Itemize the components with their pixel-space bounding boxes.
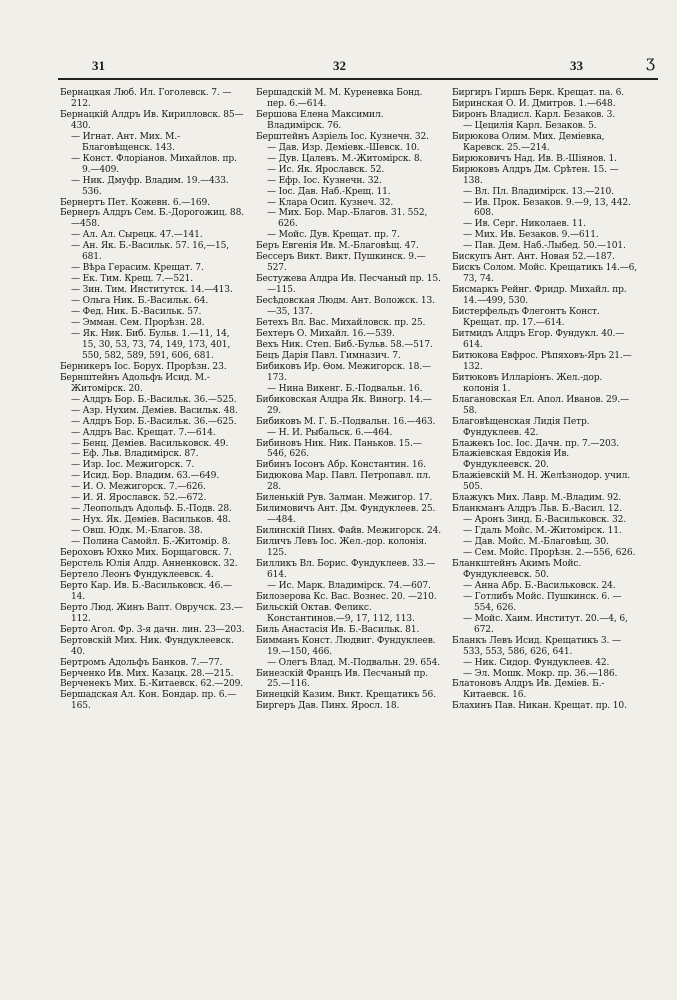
directory-entry: — Ек. Тим. Крещ. 7.—521.: [71, 274, 193, 285]
directory-entry: Бернертъ Пет. Кожевн. 6.—169.: [60, 197, 210, 208]
directory-entry: — Як. Ник. Биб. Бульв. 1.—11, 14, 15, 30, 53, 73, 74, 149, 173, 401, 550, 582, 589, 591, 606, 681.: [71, 328, 231, 361]
directory-entry: — Клара Осип. Кузнеч. 32.: [267, 197, 394, 208]
directory-entry: — Бенц. Деміев. Васильковск. 49.: [71, 438, 229, 449]
directory-entry: Биргеръ Дав. Пинх. Яросл. 18.: [256, 701, 400, 712]
directory-entry: — Азр. Нухим. Деміев. Васильк. 48.: [71, 405, 238, 416]
directory-entry: — Вл. Пл. Владимірск. 13.—210.: [463, 186, 614, 197]
directory-entry: Бетехъ Вл. Вас. Михайловск. пр. 25.: [256, 318, 426, 329]
directory-entry: — Мойс. Хаим. Институт. 20.—4, 6, 672.: [463, 613, 628, 635]
directory-entry: Берто Кар. Ив. Б.-Васильковск. 46.—14.: [60, 580, 232, 602]
directory-entry: — Пав. Дем. Наб.-Лыбед. 50.—101.: [463, 241, 626, 252]
directory-entry: Блажіевскій М. Н. Желѣзнодор. учил. 505.: [452, 471, 630, 493]
directory-entry: Биленькій Рув. Залман. Межигор. 17.: [256, 493, 433, 504]
directory-entry: — Исид. Бор. Владим. 63.—649.: [71, 471, 220, 482]
page-number-right: 33: [570, 58, 583, 73]
directory-entry: — Изр. Іос. Межигорск. 7.: [71, 460, 195, 471]
directory-entry: Битюкова Евфрос. Рѣпяховъ-Яръ 21.—132.: [452, 350, 632, 372]
directory-entry: Бибиковъ Ир. Ѳом. Межигорск. 18.—173.: [256, 361, 431, 383]
directory-entry: Бибиковъ М. Г. Б.-Подвальн. 16.—463.: [256, 416, 436, 427]
directory-entry: — Мих. Ив. Безаков. 9.—611.: [463, 230, 599, 241]
directory-entry: — Игнат. Ант. Мих. М.-Благовѣщенск. 143.: [71, 131, 180, 153]
directory-entry: Бехтеръ О. Михайл. 16.—539.: [256, 328, 395, 339]
directory-entry: Бирюкова Олим. Мих. Деміевка, Каревск. 25.—214.: [452, 131, 605, 153]
directory-entry: Биль Анастасія Ив. Б.-Васильк. 81.: [256, 624, 420, 635]
directory-entry: — Гдаль Мойс. М.-Житомірск. 11.: [463, 526, 622, 537]
directory-entry: Бесѣдовская Людм. Ант. Воложск. 13.—35, 137.: [256, 296, 435, 318]
directory-entry: Бертело Леонъ Фундуклеевск. 4.: [60, 569, 214, 580]
directory-entry: — Ник. Дмуфр. Владим. 19.—433. 536.: [71, 175, 229, 197]
directory-entry: — Ив. Прок. Безаков. 9.—9, 13, 442. 608.: [463, 197, 631, 219]
directory-entry: Блатоновъ Алдръ Ив. Деміев. Б.-Китаевск. 16.: [452, 679, 605, 701]
directory-entry: Бимманъ Конст. Людвиг. Фундуклеев. 19.—150, 466.: [256, 635, 436, 657]
directory-entry: Берникеръ Іос. Борух. Прорѣзн. 23.: [60, 361, 227, 372]
directory-entry: Билозерова Кс. Вас. Вознес. 20. —210.: [256, 591, 437, 602]
directory-entry: Блажукъ Мих. Лавр. М.-Владим. 92.: [452, 493, 622, 504]
directory-entry: Биличъ Левъ Іос. Жел.-дор. колонія. 125.: [256, 537, 427, 559]
directory-entry: Бискупъ Ант. Ант. Новая 52.—187.: [452, 252, 615, 263]
directory-entry: Вехъ Ник. Степ. Биб.-Бульв. 58.—517.: [256, 339, 433, 350]
directory-entry: Благановская Ел. Апол. Иванов. 29.—58.: [452, 394, 629, 416]
directory-entry: — Дав. Мойс. М.-Благовѣщ. 30.: [463, 537, 609, 548]
directory-entry: Бецъ Дарія Павл. Гимназич. 7.: [256, 350, 401, 361]
directory-entry: — Фед. Ник. Б.-Васильк. 57.: [71, 307, 202, 318]
directory-entry: Бидюкова Мар. Павл. Петропавл. пл. 28.: [256, 471, 431, 493]
directory-entry: Бертромъ Адольфъ Банков. 7.—77.: [60, 657, 223, 668]
directory-entry: — Готлибъ Мойс. Пушкинск. 6. —554, 626.: [463, 591, 622, 613]
directory-entry: — Ив. Серг. Николаев. 11.: [463, 219, 586, 230]
directory-column-3: [452, 88, 637, 712]
directory-entry: Бертовскій Мих. Ник. Фундуклеевск. 40.: [60, 635, 234, 657]
directory-entry: — Ефр. Іос. Кузнечн. 32.: [267, 175, 382, 186]
directory-entry: — Аронъ Зинд. Б.-Васильковск. 32.: [463, 515, 627, 526]
directory-entry: — Н. И. Рыбальск. 6.—464.: [267, 427, 393, 438]
directory-entry: — Іос. Дав. Наб.-Крещ. 11.: [267, 186, 391, 197]
directory-entry: Бибиновъ Ник. Ник. Паньков. 15.—546, 626.: [256, 438, 422, 460]
directory-entry: — Эл. Мошк. Мокр. пр. 36.—186.: [463, 668, 618, 679]
directory-entry: — Дув. Цалевъ. М.-Житомірск. 8.: [267, 153, 423, 164]
directory-entry: Берто Люд. Жинъ Вапт. Овручск. 23.—112.: [60, 602, 243, 624]
directory-entry: Бессеръ Викт. Викт. Пушкинск. 9.—527.: [256, 252, 426, 274]
directory-entry: — Нух. Як. Деміев. Васильков. 48.: [71, 515, 231, 526]
directory-entry: Билимовичъ Ант. Дм. Фундуклеев. 25.—484.: [256, 504, 436, 526]
directory-entry: — Алдръ Бор. Б.-Васильк. 36.—525.: [71, 394, 237, 405]
directory-entry: — Конст. Флоріанов. Михайлов. пр. 9.—409.: [71, 153, 237, 175]
directory-entry: — Нина Викенг. Б.-Подвальн. 16.: [267, 383, 423, 394]
directory-entry: Бистерфельдъ Флегонтъ Конст. Крещат. пр. 17.—614.: [452, 307, 600, 329]
directory-entry: Бланкъ Левъ Исид. Крещатикъ 3. —533, 553, 586, 626, 641.: [452, 635, 621, 657]
directory-entry: — Мих. Бор. Мар.-Благов. 31. 552, 626.: [267, 208, 428, 230]
directory-entry: — Овш. Юдк. М.-Благов. 38.: [71, 526, 203, 537]
page-number-center: 32: [333, 58, 346, 73]
directory-entry: Блажіевская Евдокія Ив. Фундуклеевск. 20.: [452, 449, 570, 471]
directory-entry: — Олегъ Влад. М.-Подвальн. 29. 654.: [267, 657, 441, 668]
directory-entry: — Алдръ Бор. Б.-Васильк. 36.—625.: [71, 416, 237, 427]
directory-entry: Бестужева Алдра Ив. Песчаный пр. 15.—115.: [256, 274, 441, 296]
directory-entry: Бернштейнъ Адольфъ Исид. М.-Житомірск. 20.: [60, 372, 210, 394]
directory-column-2: [256, 88, 441, 712]
directory-entry: — Анна Абр. Б.-Васильковск. 24.: [463, 580, 616, 591]
directory-entry: — Мойс. Дув. Крещат. пр. 7.: [267, 230, 400, 241]
directory-entry: Блахинъ Пав. Никан. Крещат. пр. 10.: [452, 701, 627, 712]
directory-column-1: [60, 88, 245, 712]
directory-entry: — Ис. Марк. Владимірск. 74.—607.: [267, 580, 431, 591]
directory-entry: Берто Агол. Фр. 3-я дачн. лин. 23—203.: [60, 624, 245, 635]
directory-entry: Бершадскій М. М. Куреневка Бонд. пер. 6.—614.: [256, 88, 423, 109]
directory-entry: Битмидъ Алдръ Егор. Фундукл. 40.—614.: [452, 328, 625, 350]
directory-entry: Берченко Ив. Мих. Казацк. 28.—215.: [60, 668, 234, 679]
directory-entry: Бернеръ Алдръ Сем. Б.-Дорогожиц. 88.—458.: [60, 208, 244, 230]
directory-entry: Бершадская Ал. Кон. Бондар. пр. 6.—165.: [60, 690, 237, 712]
directory-entry: — Еф. Льв. Владимірск. 87.: [71, 449, 199, 460]
directory-entry: Благовѣщенская Лидія Петр. Фундуклеев. 42.: [452, 416, 590, 438]
directory-entry: — Ольга Ник. Б.-Васильк. 64.: [71, 296, 209, 307]
directory-entry: — И. Я. Ярославск. 52.—672.: [71, 493, 207, 504]
directory-entry: Бернацкая Люб. Ил. Гоголевск. 7. —212.: [60, 88, 232, 109]
directory-entry: Бискъ Солом. Мойс. Крещатикъ 14.—6, 73, 74.: [452, 263, 638, 285]
directory-entry: Бирюковъ Алдръ Дм. Срѣтен. 15. —138.: [452, 164, 619, 186]
directory-entry: Билликъ Вл. Борис. Фундуклеев. 33.—614.: [256, 558, 436, 580]
directory-entry: Битюковъ Илларіонъ. Жел.-дор. колонія 1.: [452, 372, 603, 394]
page-number-left: 31: [92, 58, 105, 73]
directory-entry: Бибиковская Алдра Як. Виногр. 14.—29.: [256, 394, 432, 416]
directory-entry: Бисмаркъ Рейнг. Фридр. Михайл. пр. 14.—499, 530.: [452, 285, 627, 307]
directory-entry: — Полина Самойл. Б.-Житомір. 8.: [71, 537, 231, 548]
directory-entry: — И. О. Межигорск. 7.—626.: [71, 482, 206, 493]
directory-entry: — Ал. Ал. Сырецк. 47.—141.: [71, 230, 203, 241]
directory-entry: — Ник. Сидор. Фундуклеев. 42.: [463, 657, 610, 668]
directory-entry: Бинецкій Казим. Викт. Крещатикъ 56.: [256, 690, 436, 701]
directory-entry: — Зин. Тим. Институтск. 14.—413.: [71, 285, 233, 296]
directory-entry: Бланкштейнъ Акимъ Мойс. Фундуклеевск. 50.: [452, 558, 582, 580]
directory-entry: Бернацкій Алдръ Ив. Кирилловск. 85—430.: [60, 109, 244, 131]
directory-entry: Берштейнъ Азріель Іос. Кузнечн. 32.: [256, 131, 429, 142]
directory-entry: Бинезскій Францъ Ив. Песчаный пр. 25.—116.: [256, 668, 428, 690]
directory-entry: Билинскій Пинх. Файв. Межигорск. 24.: [256, 526, 441, 537]
directory-entry: Бибинъ Іосонъ Абр. Константин. 16.: [256, 460, 426, 471]
directory-entry: — Сем. Мойс. Прорѣзн. 2.—556, 626.: [463, 548, 636, 559]
directory-entry: Бланкманъ Алдръ Льв. Б.-Васил. 12.: [452, 504, 622, 515]
directory-entry: Бирюковичъ Над. Ив. В.-Шіянов. 1.: [452, 153, 617, 164]
header-rule: [58, 78, 658, 80]
directory-entry: Блажекъ Іос. Іос. Дачн. пр. 7.—203.: [452, 438, 619, 449]
directory-entry: Беръ Евгенія Ив. М.-Благовѣщ. 47.: [256, 241, 419, 252]
corner-mark: ʒ: [646, 52, 656, 71]
directory-entry: — Дав. Изр. Деміевк.-Шевск. 10.: [267, 142, 420, 153]
directory-entry: — Вѣра Герасим. Крещат. 7.: [71, 263, 204, 274]
directory-entry: Берстель Юлія Алдр. Анненковск. 32.: [60, 558, 238, 569]
directory-entry: Бильскій Октав. Феликс. Константинов.—9, 17, 112, 113.: [256, 602, 415, 624]
directory-entry: — Ан. Як. Б.-Васильк. 57. 16,—15, 681.: [71, 241, 230, 263]
directory-entry: Биринская О. И. Дмитров. 1.—648.: [452, 98, 616, 109]
directory-entry: — Эмман. Сем. Прорѣзн. 28.: [71, 318, 205, 329]
directory-entry: Биронъ Владисл. Карл. Безаков. 3.: [452, 109, 616, 120]
directory-entry: Бершова Елена Максимил. Владимірск. 76.: [256, 109, 384, 131]
directory-entry: Биргиръ Гиршъ Берк. Крещат. па. 6.: [452, 88, 625, 98]
directory-entry: — Леопольдъ Адольф. Б.-Подв. 28.: [71, 504, 232, 515]
directory-entry: Верченекъ Мих. Б.-Китаевск. 62.—209.: [60, 679, 244, 690]
directory-entry: — Алдръ Вас. Крещат. 7.—614.: [71, 427, 216, 438]
directory-entry: — Ис. Як. Ярославск. 52.: [267, 164, 385, 175]
directory-entry: Бероховъ Юхко Мих. Борщаговск. 7.: [60, 548, 232, 559]
directory-entry: — Цецилія Карл. Безаков. 5.: [463, 120, 597, 131]
